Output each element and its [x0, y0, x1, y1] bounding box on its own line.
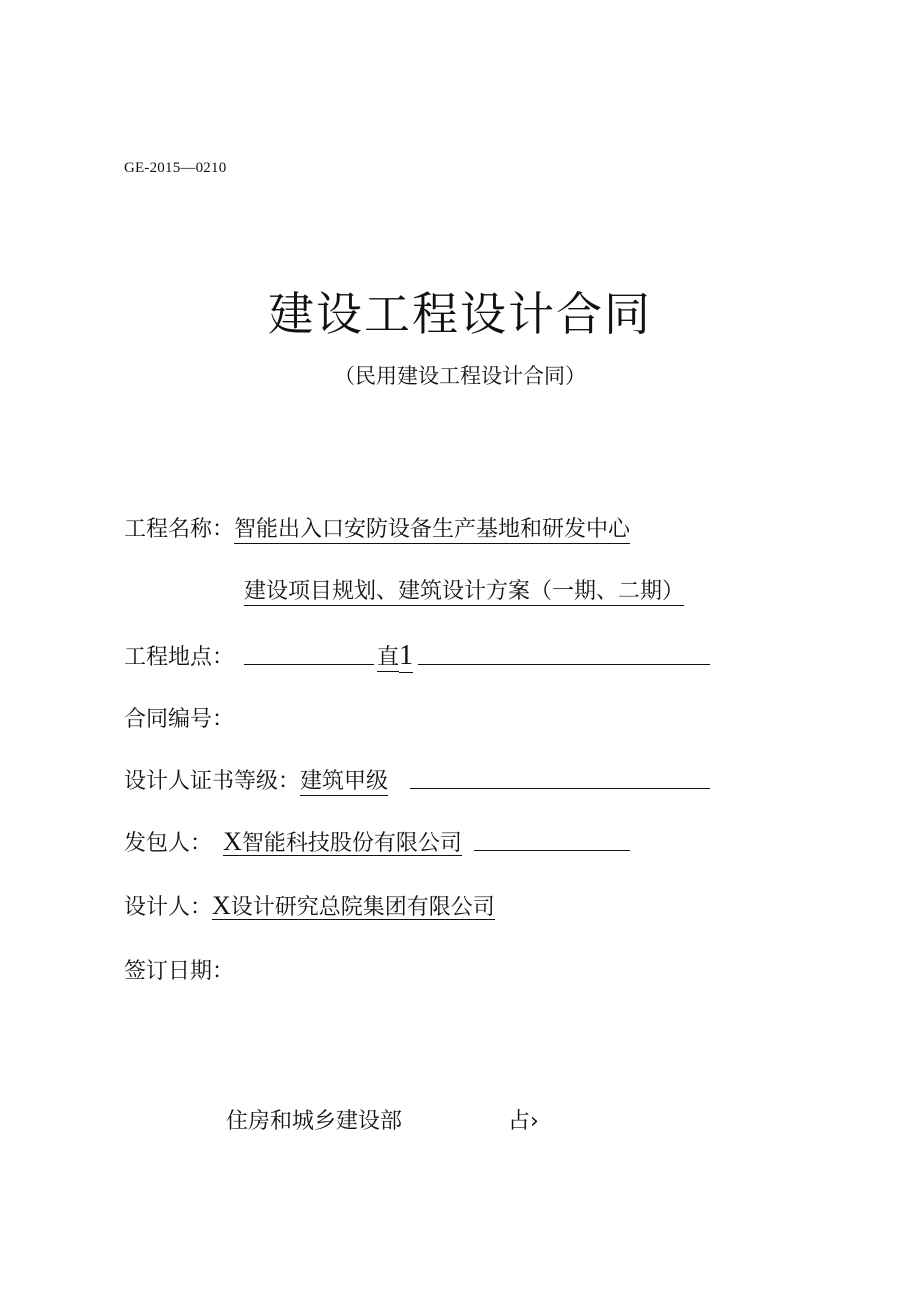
- project-name-label: 工程名称：: [124, 517, 235, 542]
- designer-name: 设计研究总院集团有限公司: [230, 895, 495, 920]
- employer-value: [223, 827, 462, 856]
- certificate-value: 建筑甲级: [300, 769, 389, 794]
- document-subtitle: （民用建设工程设计合同）: [334, 364, 586, 388]
- certificate-row: [124, 764, 388, 795]
- designer-value: [212, 891, 495, 920]
- project-name-row: [124, 512, 630, 543]
- project-location-number: 1: [399, 640, 414, 671]
- project-location-blank-1: [244, 664, 374, 665]
- ministry-name: 住房和城乡建设部: [226, 1109, 403, 1134]
- project-location-value: [377, 640, 413, 672]
- designer-row: [124, 890, 495, 921]
- project-location-char: 直: [377, 645, 400, 670]
- project-name-value-line1: 智能出入口安防设备生产基地和研发中心: [234, 517, 631, 542]
- employer-name: 智能科技股份有限公司: [241, 831, 462, 856]
- designer-label: 设计人：: [124, 895, 213, 920]
- footer-mark: 占›: [508, 1109, 539, 1134]
- project-location-label: 工程地点：: [124, 645, 235, 670]
- document-code: GE-2015—0210: [124, 160, 227, 176]
- employer-label: 发包人：: [124, 831, 213, 856]
- contract-number-label: 合同编号：: [124, 707, 235, 732]
- document-title: 建设工程设计合同: [268, 287, 652, 341]
- employer-blank: [474, 850, 630, 851]
- project-location-blank-2: [418, 664, 710, 665]
- sign-date-label: 签订日期：: [124, 959, 235, 984]
- project-name-value-line2: 建设项目规划、建筑设计方案（一期、二期）: [244, 579, 685, 604]
- employer-prefix: X: [223, 827, 242, 856]
- employer-row: [124, 826, 462, 857]
- certificate-blank: [410, 788, 710, 789]
- certificate-label: 设计人证书等级：: [124, 769, 301, 794]
- project-name-continuation: [244, 574, 684, 605]
- designer-prefix: X: [212, 891, 231, 920]
